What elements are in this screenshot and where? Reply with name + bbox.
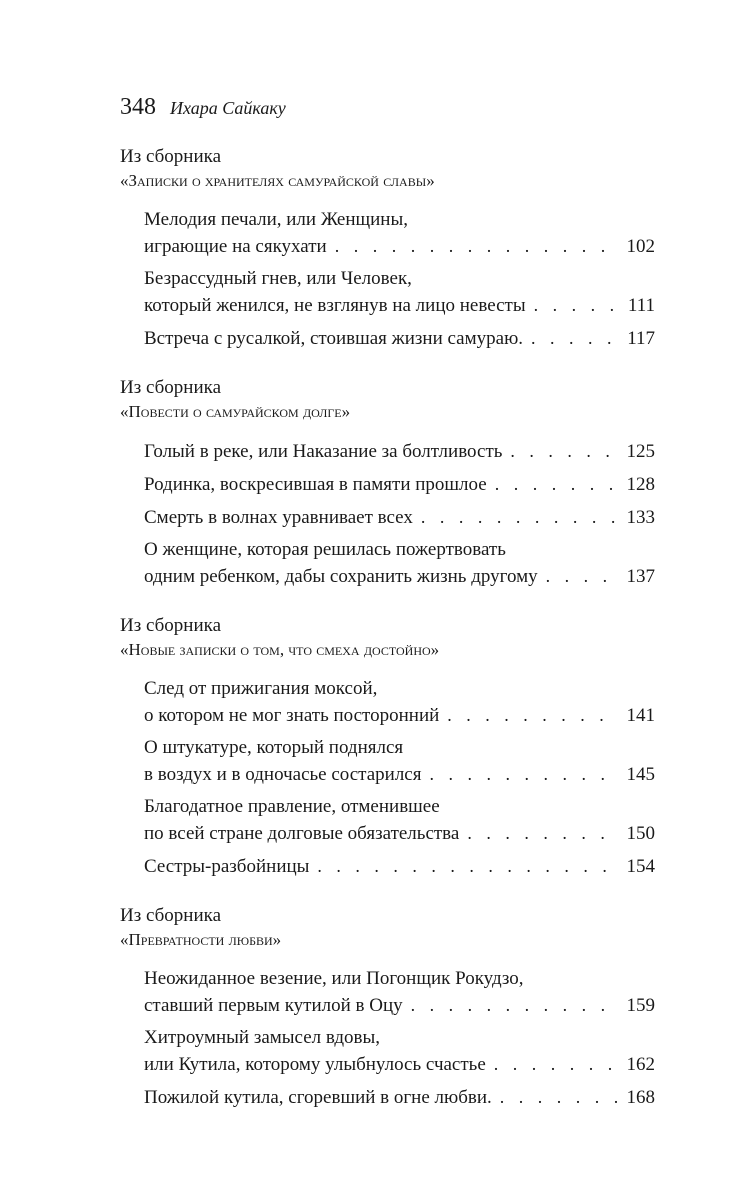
toc-entry[interactable] — [120, 266, 655, 319]
table-of-contents — [120, 145, 655, 1135]
dot-leader — [510, 438, 617, 464]
entry-last-line — [144, 292, 655, 319]
toc-entry[interactable] — [120, 794, 655, 847]
entry-page-number: 125 — [626, 441, 655, 462]
section-label: Из сборника — [120, 615, 222, 636]
section-title: «Новые записки о том, что смеха достойно» — [120, 640, 440, 659]
dot-leader — [447, 702, 617, 728]
toc-entry[interactable] — [120, 966, 655, 1019]
entry-page-number: 150 — [626, 823, 655, 844]
entry-page-number: 141 — [626, 705, 655, 726]
entry-title-line: Мелодия печали, или Женщины, — [144, 209, 408, 230]
toc-entry[interactable] — [120, 438, 655, 465]
entry-last-line — [144, 438, 655, 465]
entry-title-line: Благодатное правление, отменившее — [144, 796, 440, 817]
entry-last-line — [144, 233, 655, 260]
entry-page-number: 117 — [627, 328, 655, 349]
entry-title-line: о котором не мог знать посторонний — [144, 705, 440, 726]
section-label: Из сборника — [120, 146, 222, 167]
toc-entry[interactable] — [120, 325, 655, 352]
entry-title-line: в воздух и в одночасье состарился — [144, 764, 422, 785]
entry-title-line: О женщине, которая решилась пожертвовать — [144, 539, 506, 560]
entry-title-line: играющие на сякухати — [144, 236, 327, 257]
entry-page-number: 102 — [626, 236, 655, 257]
entry-last-line — [144, 1084, 655, 1111]
entry-last-line — [144, 1051, 655, 1078]
entry-last-line — [144, 504, 655, 531]
entry-page-number: 159 — [626, 995, 655, 1016]
entry-title-line: Хитроумный замысел вдовы, — [144, 1027, 381, 1048]
entry-last-line — [144, 563, 655, 590]
toc-section — [120, 145, 655, 352]
entry-title-line: След от прижигания моксой, — [144, 678, 378, 699]
dot-leader — [531, 325, 617, 351]
toc-entry[interactable] — [120, 676, 655, 729]
entry-page-number: 133 — [626, 507, 655, 528]
entry-page-number: 128 — [626, 474, 655, 495]
entry-title-line: по всей стране долговые обязательства — [144, 823, 460, 844]
toc-section — [120, 614, 655, 880]
entry-title-line: Родинка, воскресившая в памяти прошлое — [144, 474, 487, 495]
dot-leader — [335, 233, 617, 259]
section-title: «Записки о хранителях самурайской славы» — [120, 171, 435, 190]
toc-entry[interactable] — [120, 207, 655, 260]
dot-leader — [467, 820, 617, 846]
entry-page-number: 154 — [626, 856, 655, 877]
entry-page-number: 111 — [627, 295, 655, 316]
author-name: Ихара Сайкаку — [170, 98, 286, 118]
dot-leader — [429, 761, 617, 787]
section-title: «Превратности любви» — [120, 930, 282, 949]
entry-page-number: 168 — [626, 1087, 655, 1108]
entry-last-line — [144, 761, 655, 788]
dot-leader — [317, 853, 617, 879]
entry-last-line — [144, 471, 655, 498]
toc-section — [120, 376, 655, 590]
dot-leader — [500, 1084, 617, 1110]
toc-entry[interactable] — [120, 537, 655, 590]
entry-title-line: Смерть в волнах уравнивает всех — [144, 507, 413, 528]
section-title: «Повести о самурайском долге» — [120, 402, 351, 421]
dot-leader — [421, 504, 617, 530]
toc-entry[interactable] — [120, 504, 655, 531]
entry-last-line — [144, 820, 655, 847]
entry-title-line: или Кутила, которому улыбнулось счастье — [144, 1054, 486, 1075]
entry-last-line — [144, 853, 655, 880]
running-head — [120, 94, 286, 121]
entry-title-line: Сестры-разбойницы — [144, 856, 310, 877]
dot-leader — [546, 563, 617, 589]
entry-title-line: Голый в реке, или Наказание за болтливость — [144, 441, 503, 462]
entry-last-line — [144, 702, 655, 729]
entry-last-line — [144, 992, 655, 1019]
toc-entry[interactable] — [120, 471, 655, 498]
entry-title-line: Встреча с русалкой, стоившая жизни самураю. — [144, 328, 524, 349]
entry-title-line: Безрассудный гнев, или Человек, — [144, 268, 412, 289]
entry-page-number: 162 — [626, 1054, 655, 1075]
section-label: Из сборника — [120, 905, 222, 926]
entry-title-line: ставший первым кутилой в Оцу — [144, 995, 403, 1016]
entry-title-line: Пожилой кутила, сгоревший в огне любви. — [144, 1087, 492, 1108]
entry-title-line: одним ребенком, дабы сохранить жизнь другому — [144, 566, 538, 587]
dot-leader — [534, 292, 617, 318]
toc-entry[interactable] — [120, 853, 655, 880]
toc-entry[interactable] — [120, 1084, 655, 1111]
page-number: 348 — [120, 94, 156, 120]
toc-entry[interactable] — [120, 735, 655, 788]
toc-entry[interactable] — [120, 1025, 655, 1078]
entry-page-number: 137 — [626, 566, 655, 587]
dot-leader — [495, 471, 617, 497]
dot-leader — [411, 992, 617, 1018]
entry-title-line: Неожиданное везение, или Погонщик Рокудзо, — [144, 968, 524, 989]
section-label: Из сборника — [120, 377, 222, 398]
entry-page-number: 145 — [626, 764, 655, 785]
entry-title-line: который женился, не взглянув на лицо невесты — [144, 295, 526, 316]
toc-section — [120, 904, 655, 1111]
entry-title-line: О штукатуре, который поднялся — [144, 737, 404, 758]
dot-leader — [494, 1051, 617, 1077]
entry-last-line — [144, 325, 655, 352]
